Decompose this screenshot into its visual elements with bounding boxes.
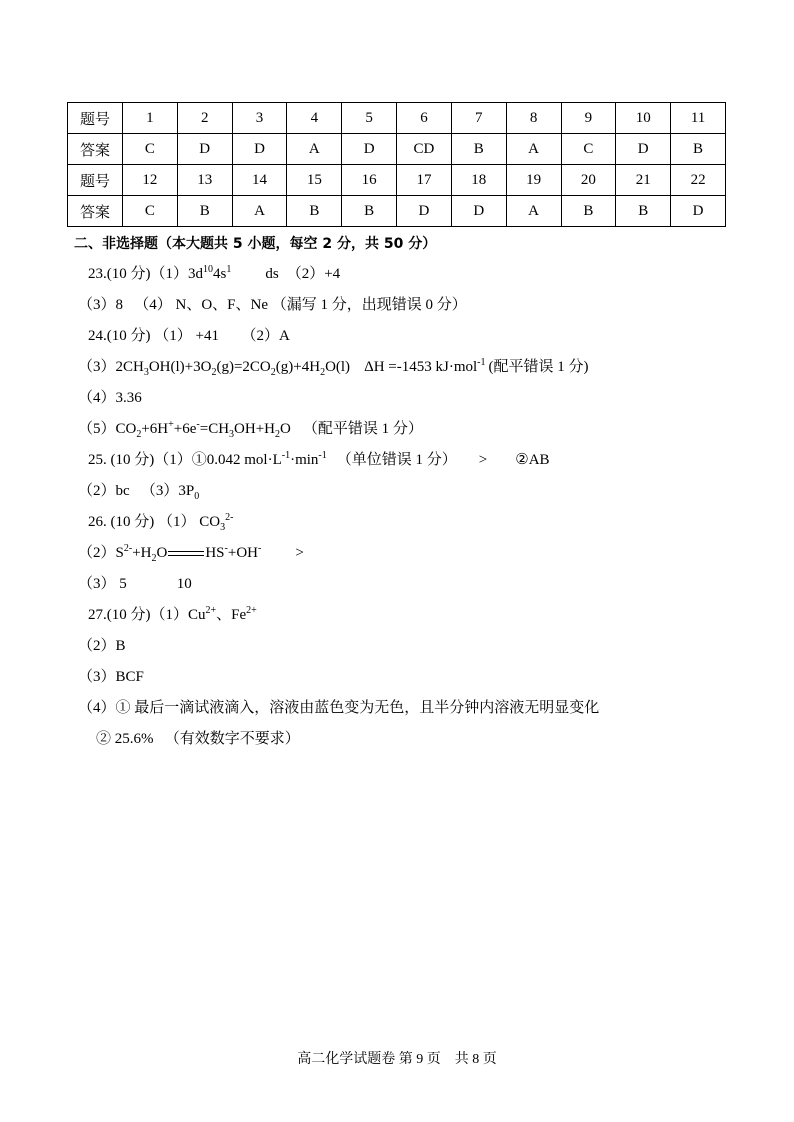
q27-line-4: （4）① 最后一滴试液滴入，溶液由蓝色变为无色，且半分钟内溶液无明显变化: [78, 700, 600, 716]
number-cell: 4: [287, 103, 342, 134]
answer-cell: C: [561, 134, 616, 165]
row-label: 答案: [68, 134, 123, 165]
answer-cell: B: [671, 134, 726, 165]
answer-table: [67, 102, 726, 227]
answer-cell: C: [123, 196, 178, 227]
q27-line-3: （3）BCF: [78, 669, 144, 685]
answer-cell: B: [342, 196, 397, 227]
answer-cell: B: [451, 134, 506, 165]
answer-cell: B: [287, 196, 342, 227]
answer-cell: C: [123, 134, 178, 165]
number-cell: 6: [397, 103, 452, 134]
table-row: [68, 103, 726, 134]
q24-line-3: （4）3.36: [78, 390, 142, 406]
q24-line-1: 24.(10 分) （1） +41 （2）A: [88, 328, 290, 344]
q23-ds: ds: [265, 266, 279, 282]
q26-line-2: $(2)S^{2-}+H_2O$ HS-+OH- >: [78, 543, 304, 564]
answer-cell: CD: [397, 134, 452, 165]
number-cell: 10: [616, 103, 671, 134]
table-row: [68, 134, 726, 165]
answer-cell: A: [287, 134, 342, 165]
q24-line-2: $(3)2CH_3OH(l)+3O_2(g)=2CO_2(g)+4H_2O(l)$ ΔH =-1453 kJ·mol$^{-1}$ (配平错误 1 分): [78, 357, 589, 378]
number-cell: 9: [561, 103, 616, 134]
answer-cell: D: [232, 134, 287, 165]
answer-cell: A: [232, 196, 287, 227]
number-cell: 11: [671, 103, 726, 134]
q26-line-3: （3） 5 10: [78, 576, 192, 592]
number-cell: 18: [451, 165, 506, 196]
number-cell: 22: [671, 165, 726, 196]
answer-cell: B: [616, 196, 671, 227]
q24-line-4: $(5)CO_2+6H^++6e^-=CH_3OH+H_2O$ （配平错误 1 分）: [78, 419, 423, 440]
answer-cell: D: [451, 196, 506, 227]
answer-cell: B: [177, 196, 232, 227]
number-cell: 12: [123, 165, 178, 196]
number-cell: 8: [506, 103, 561, 134]
page-footer: 高二化学试题卷 第 9 页 共 8 页: [297, 1052, 497, 1067]
number-cell: 21: [616, 165, 671, 196]
number-cell: 13: [177, 165, 232, 196]
q23-line-2: （3）8 （4） N、O、F、Ne （漏写 1 分，出现错误 0 分）: [78, 297, 467, 313]
equilibrium-arrow-icon: [168, 549, 204, 559]
q27-line-2: （2）B: [78, 638, 126, 654]
number-cell: 2: [177, 103, 232, 134]
answer-cell: B: [561, 196, 616, 227]
table-row: [68, 196, 726, 227]
q27-line-1: 27.(10 分)$(1)Cu^{2+}$、$Fe^{2+}$: [88, 605, 257, 623]
number-cell: 7: [451, 103, 506, 134]
row-label: 题号: [68, 165, 123, 196]
answer-cell: D: [671, 196, 726, 227]
number-cell: 14: [232, 165, 287, 196]
q27-line-5: ② 25.6% （有效数字不要求）: [96, 731, 300, 747]
q23-line-1: 23.(10 分)$(1)3d^{10}4s^1$ ds （2）+4: [88, 264, 341, 282]
q25-line-2: （2）bc $(3)3P_0$: [78, 483, 200, 502]
number-cell: 1: [123, 103, 178, 134]
answer-cell: D: [177, 134, 232, 165]
row-label: 题号: [68, 103, 123, 134]
answer-cell: A: [506, 196, 561, 227]
number-cell: 17: [397, 165, 452, 196]
answer-cell: D: [616, 134, 671, 165]
number-cell: 19: [506, 165, 561, 196]
q23-head: 23.(10 分)（1）3d: [88, 266, 203, 282]
answer-cell: D: [397, 196, 452, 227]
answer-cell: D: [342, 134, 397, 165]
answer-cell: A: [506, 134, 561, 165]
number-cell: 3: [232, 103, 287, 134]
row-label: 答案: [68, 196, 123, 227]
number-cell: 5: [342, 103, 397, 134]
q26-line-1: 26. (10 分) （1） $CO_3^{2-}$: [88, 512, 234, 533]
section-title: 二、非选择题（本大题共 5 小题，每空 2 分，共 50 分）: [74, 236, 437, 252]
q25-line-1: 25. (10 分)（1）①0.042 $mol\cdot L^{-1}\cdot\min^{-1}$ （单位错误 1 分） > ②AB: [88, 450, 550, 468]
number-cell: 20: [561, 165, 616, 196]
table-row: [68, 165, 726, 196]
number-cell: 16: [342, 165, 397, 196]
delta-h: ΔH =-1453 kJ·mol: [364, 359, 478, 375]
number-cell: 15: [287, 165, 342, 196]
